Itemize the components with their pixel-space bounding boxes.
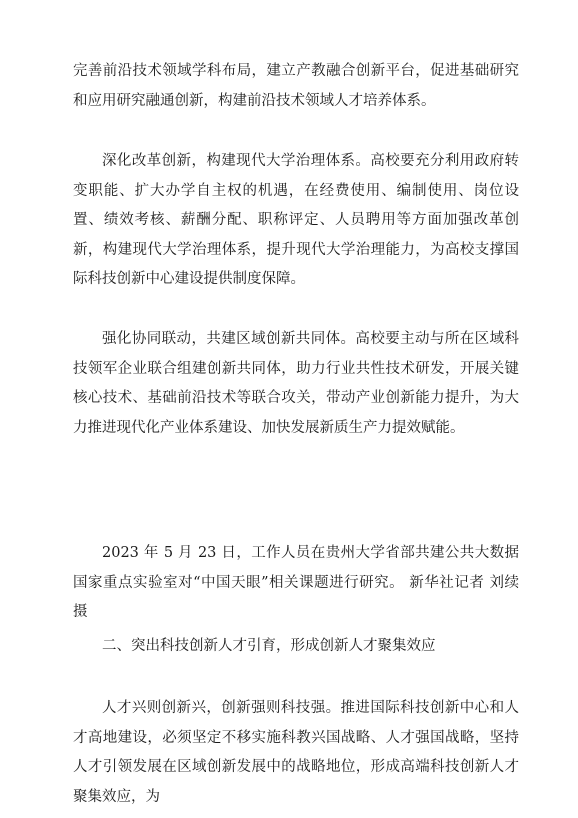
paragraph-reform-innovation: 深化改革创新，构建现代大学治理体系。高校要充分利用政府转变职能、扩大办学自主权的机遇，在经费使用、编制使用、岗位设置、绩效考核、薪酬分配、职称评定、人员聘用等方面加强改革创新，构建现代大学治理体系，提升现代大学治理能力，为高校支撑国际科技创新中心建设提供制度保障。 (73, 153, 519, 287)
paragraph-discipline-layout: 完善前沿技术领域学科布局，建立产教融合创新平台，促进基础研究和应用研究融通创新，构建前沿技术领域人才培养体系。 (73, 63, 519, 109)
section-heading: 二、突出科技创新人才引育，形成创新人才聚集效应 (102, 638, 436, 654)
photo-caption: 2023 年 5 月 23 日，工作人员在贵州大学省部共建公共大数据国家重点实验室对“中国天眼”相关课题进行研究。 新华社记者 刘续 摄 (73, 545, 519, 620)
paragraph-talent: 人才兴则创新兴，创新强则科技强。推进国际科技创新中心和人才高地建设，必须坚定不移实施科教兴国战略、人才强国战略，坚持人才引领发展在区域创新发展中的战略地位，形成高端科技创新人才聚集效应，为 (73, 700, 519, 805)
paragraph-regional-collaboration: 强化协同联动，共建区域创新共同体。高校要主动与所在区域科技领军企业联合组建创新共同体，助力行业共性技术研发，开展关键核心技术、基础前沿技术等联合攻关，带动产业创新能力提升，为大力推进现代化产业体系建设、加快发展新质生产力提效赋能。 (73, 331, 519, 436)
